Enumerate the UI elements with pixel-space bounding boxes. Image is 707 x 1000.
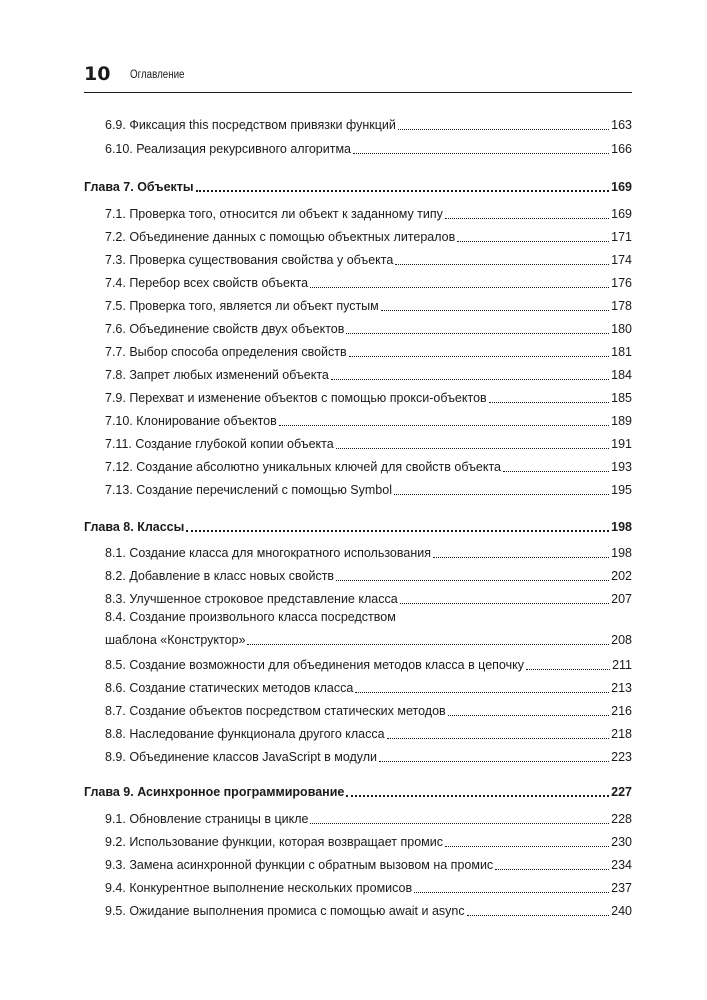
toc-entry[interactable] [84,675,632,697]
toc-entry[interactable] [84,721,632,743]
toc-entry[interactable] [84,224,632,246]
dot-leader [331,379,609,380]
toc-entry-title: 7.3. Проверка существования свойства у объекта [105,253,394,267]
toc-entry-page: 191 [611,437,632,451]
toc-entry-title: 7.2. Объединение данных с помощью объектных литералов [105,230,456,244]
toc-entry-page: 234 [611,858,632,872]
toc-entry-title: 9.2. Использование функции, которая возвращает промис [105,835,443,849]
toc-entry[interactable] [84,270,632,292]
toc-entry[interactable] [84,698,632,720]
toc-entry-page: 166 [611,142,632,156]
toc-entry-title: 7.11. Создание глубокой копии объекта [105,437,334,451]
dot-leader [186,530,609,532]
toc-entry[interactable] [84,362,632,384]
toc-entry-title: 6.9. Фиксация this посредством привязки функций [105,118,396,132]
toc-entry-page: 178 [611,299,632,313]
toc-entry[interactable] [84,563,632,585]
toc-entry[interactable] [84,829,632,851]
toc-entry-title: 7.9. Перехват и изменение объектов с помощью прокси-объектов [105,391,487,405]
toc-entry-page: 171 [611,230,632,244]
chapter-title: Глава 8. Классы [84,520,185,534]
toc-entry[interactable] [84,806,632,828]
toc-entry-title: 7.4. Перебор всех свойств объекта [105,276,309,290]
toc-entry-page: 198 [611,546,632,560]
dot-leader [394,494,609,495]
chapter-title: Глава 9. Асинхронное программирование [84,785,345,799]
toc-entry[interactable] [84,454,632,476]
toc-entry-page: 195 [611,483,632,497]
dot-leader [398,129,609,130]
toc-entry-title: 7.12. Создание абсолютно уникальных ключей для свойств объекта [105,460,501,474]
toc-chapter-9[interactable] [84,779,632,801]
toc-entry[interactable] [84,852,632,874]
dot-leader [310,823,609,824]
toc-entry-page: 176 [611,276,632,290]
toc-entry-title: 8.3. Улучшенное строковое представление класса [105,592,398,606]
toc-entry[interactable] [84,477,632,499]
chapter-title: Глава 7. Объекты [84,180,194,194]
toc-entry-page: 181 [611,345,632,359]
chapter-page: 198 [611,520,632,534]
page-number: 10 [84,63,111,85]
toc-entry-title-continuation: шаблона «Конструктор» [105,633,246,647]
dot-leader [349,356,609,357]
toc-entry-title: 9.3. Замена асинхронной функции с обратным вызовом на промис [105,858,494,872]
toc-entry[interactable] [84,652,632,674]
dot-leader [526,669,610,670]
dot-leader [503,471,609,472]
toc-entry[interactable] [84,744,632,766]
dot-leader [467,915,610,916]
toc-entry-title: 8.8. Наследование функционала другого класса [105,727,385,741]
toc-entry-page: 207 [611,592,632,606]
toc-entry-page: 230 [611,835,632,849]
toc-entry-title: 7.5. Проверка того, является ли объект пустым [105,299,379,313]
dot-leader [381,310,609,311]
toc-entry-title: 8.6. Создание статических методов класса [105,681,354,695]
toc-entry-title: 7.6. Объединение свойств двух объектов [105,322,345,336]
toc-entry-page: 169 [611,207,632,221]
toc-entry-page: 193 [611,460,632,474]
toc-entry[interactable] [84,385,632,407]
dot-leader [353,153,609,154]
toc-entry-page: 174 [611,253,632,267]
toc-entry-title: 8.1. Создание класса для многократного использования [105,546,431,560]
toc-chapter-7[interactable] [84,174,632,196]
page-header [84,64,632,88]
dot-leader [336,580,609,581]
dot-leader [395,264,609,265]
dot-leader [247,644,609,645]
toc-entry[interactable] [84,540,632,562]
dot-leader [346,795,609,797]
toc-entry[interactable] [84,112,632,134]
running-title: Оглавление [130,69,185,81]
dot-leader [379,761,609,762]
toc-entry-title: 8.2. Добавление в класс новых свойств [105,569,335,583]
toc-entry-page: 237 [611,881,632,895]
dot-leader [448,715,609,716]
toc-entry-title: 7.8. Запрет любых изменений объекта [105,368,329,382]
dot-leader [387,738,610,739]
toc-entry-page: 218 [611,727,632,741]
toc-entry[interactable] [84,431,632,453]
toc-entry-page: 228 [611,812,632,826]
header-rule [84,92,632,93]
toc-entry-title: 7.7. Выбор способа определения свойств [105,345,347,359]
toc-entry-title: 7.13. Создание перечислений с помощью Symbol [105,483,392,497]
toc-entry[interactable] [84,201,632,223]
toc-entry[interactable] [84,586,632,608]
chapter-page: 227 [611,785,632,799]
toc-entry[interactable] [84,136,632,158]
toc-entry[interactable] [84,247,632,269]
toc-entry-page: 180 [611,322,632,336]
dot-leader [346,333,609,334]
toc-entry-title: 9.1. Обновление страницы в цикле [105,812,309,826]
toc-entry-page: 211 [612,658,632,672]
toc-entry-page: 216 [611,704,632,718]
dot-leader [414,892,609,893]
toc-entry-title: 8.5. Создание возможности для объединения методов класса в цепочку [105,658,524,672]
toc-entry-page: 184 [611,368,632,382]
toc-entry-page: 189 [611,414,632,428]
toc-chapter-8[interactable] [84,514,632,536]
dot-leader [196,190,610,192]
toc-entry-title: 7.1. Проверка того, относится ли объект к заданному типу [105,207,443,221]
dot-leader [457,241,609,242]
toc-entry[interactable] [84,408,632,430]
toc-entry-title: 9.4. Конкурентное выполнение нескольких промисов [105,881,413,895]
toc-entry-page: 185 [611,391,632,405]
toc-entry-title: 6.10. Реализация рекурсивного алгоритма [105,142,352,156]
toc-entry-page: 223 [611,750,632,764]
dot-leader [279,425,609,426]
toc-entry[interactable] [84,609,632,649]
dot-leader [400,603,609,604]
toc-entry-title: 8.7. Создание объектов посредством статических методов [105,704,446,718]
chapter-page: 169 [611,180,632,194]
dot-leader [433,557,609,558]
dot-leader [336,448,609,449]
toc-entry-title: 7.10. Клонирование объектов [105,414,277,428]
toc-entry-title: 9.5. Ожидание выполнения промиса с помощью await и async [105,904,465,918]
toc-entry-page: 202 [611,569,632,583]
dot-leader [489,402,609,403]
toc-entry[interactable] [84,898,632,920]
toc-entry-title: 8.9. Объединение классов JavaScript в модули [105,750,378,764]
toc-entry-page: 240 [611,904,632,918]
toc-entry[interactable] [84,875,632,897]
toc-entry[interactable] [84,293,632,315]
toc-entry[interactable] [84,339,632,361]
toc-entry-title: 8.4. Создание произвольного класса посредством [105,610,396,624]
toc-entry-page: 163 [611,118,632,132]
dot-leader [445,218,609,219]
toc-entry-page: 213 [611,681,632,695]
toc-entry-page: 208 [611,633,632,647]
dot-leader [355,692,609,693]
dot-leader [495,869,609,870]
dot-leader [445,846,609,847]
dot-leader [310,287,609,288]
toc-entry[interactable] [84,316,632,338]
